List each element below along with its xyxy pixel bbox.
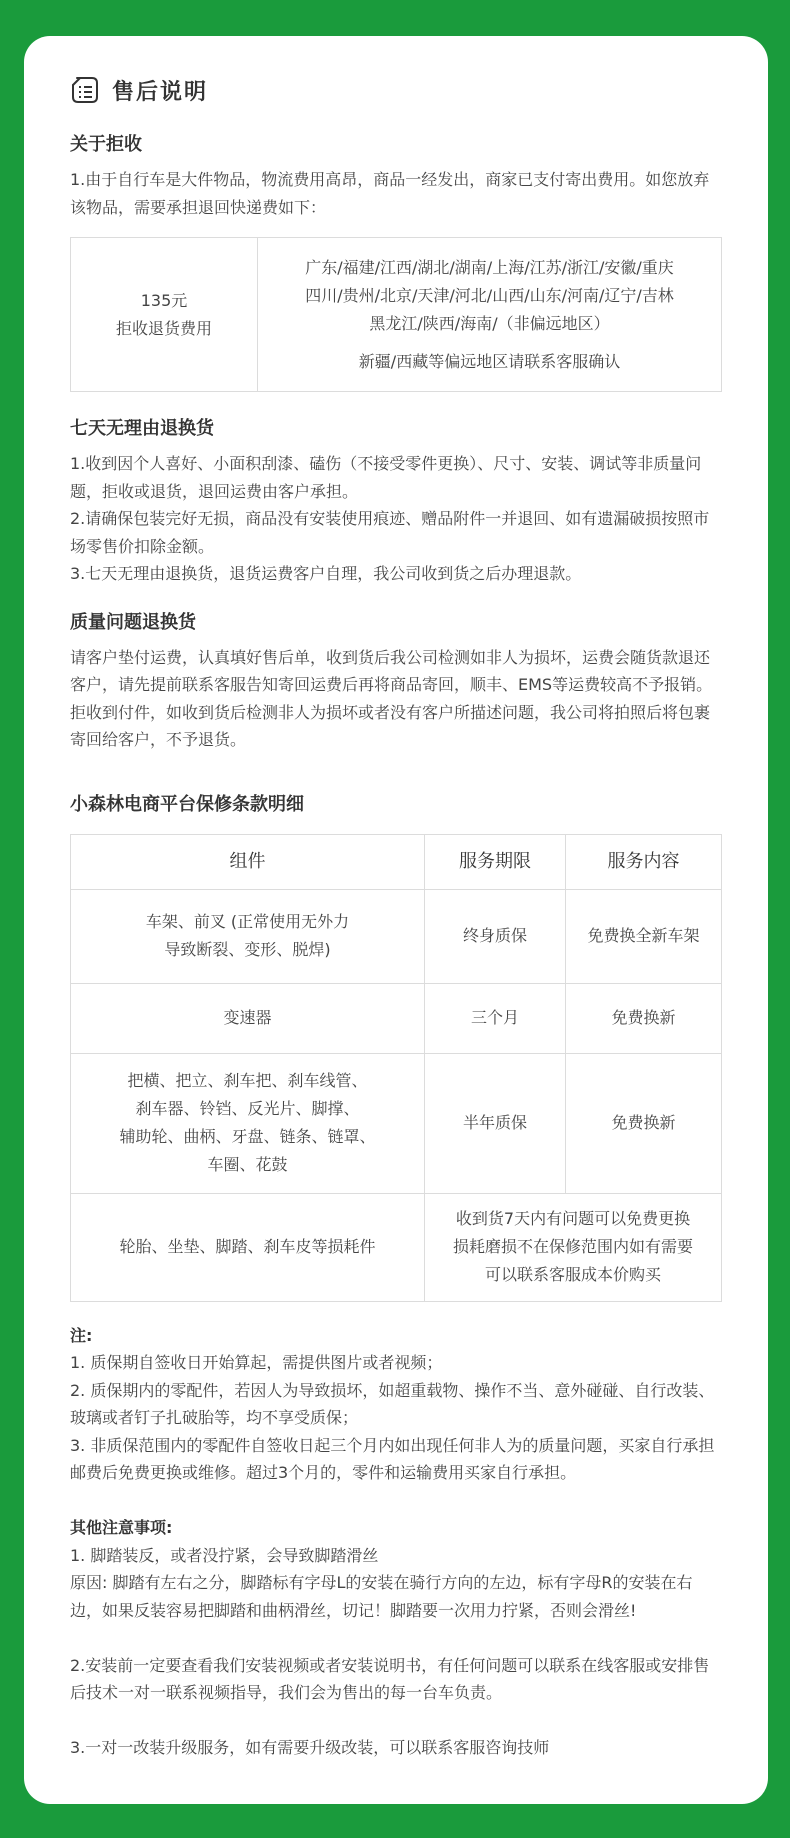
warranty-section [70,790,724,1302]
rejection-section [70,130,724,392]
table-row [71,1193,722,1301]
component-line: 车架、前叉 (正常使用无外力 [145,912,350,931]
after-sales-card [24,36,768,1804]
period-cell: 三个月 [425,983,566,1053]
service-cell: 免费换新 [566,1053,722,1193]
fee-label: 拒收退货费用 [115,318,212,338]
seven-day-section [70,414,724,588]
warranty-header-row [71,834,722,889]
warranty-table [70,834,722,1302]
region-line: 广东/福建/江西/湖北/湖南/上海/江苏/浙江/安徽/重庆 [305,257,674,277]
header-service: 服务内容 [566,834,722,889]
rejection-fee-table [70,237,722,392]
notes-label: 注: [70,1325,93,1345]
remote-note: 新疆/西藏等偏远地区请联系客服确认 [358,351,621,371]
title-row [70,72,724,108]
fee-amount: 135元 [140,290,188,310]
component-line: 导致断裂、变形、脱焊) [164,940,331,959]
table-row [71,983,722,1053]
note-item: 2. 质保期内的零配件，若因人为导致损坏，如超重载物、操作不当、意外碰碰、自行改装、玻璃或者钉子扎破胎等，均不享受质保； [70,1380,715,1427]
service-line: 可以联系客服成本价购买 [484,1265,661,1284]
component-line: 把横、把立、刹车把、刹车线管、 [127,1071,368,1090]
merged-service-cell [425,1193,722,1301]
header-period: 服务期限 [425,834,566,889]
seven-day-item: 1.收到因个人喜好、小面积刮漆、磕伤（不接受零件更换）、尺寸、安装、调试等非质量问题，拒收或退货，退回运费由客户承担。 [70,454,702,501]
region-line: 四川/贵州/北京/天津/河北/山西/山东/河南/辽宁/吉林 [305,285,674,305]
rejection-heading: 关于拒收 [70,134,142,155]
component-line: 辅助轮、曲柄、牙盘、链条、链罩、 [119,1127,376,1146]
table-row [71,1053,722,1193]
rejection-text: 1.由于自行车是大件物品，物流费用高昂，商品一经发出，商家已支付寄出费用。如您放弃该物品，需要承担退回快递费如下： [70,170,710,217]
service-line: 损耗磨损不在保修范围内如有需要 [452,1237,693,1256]
table-row [71,889,722,983]
component-line: 刹车器、铃铛、反光片、脚撑、 [135,1099,360,1118]
document-list-icon [70,75,100,105]
other-item: 2.安装前一定要查看我们安装视频或者安装说明书，有任何问题可以联系在线客服或安排售后技术一对一联系视频指导，我们会为售出的每一台车负责。 [70,1655,710,1702]
quality-section [70,608,724,754]
regions-cell [258,238,722,392]
seven-day-heading: 七天无理由退换货 [70,418,214,439]
service-cell: 免费换全新车架 [566,889,722,983]
service-cell: 免费换新 [566,983,722,1053]
component-cell [71,889,425,983]
seven-day-item: 3.七天无理由退换货，退货运费客户自理，我公司收到货之后办理退款。 [70,564,582,583]
fee-cell [71,238,258,392]
period-cell: 半年质保 [425,1053,566,1193]
component-cell [71,1053,425,1193]
period-cell: 终身质保 [425,889,566,983]
other-item: 原因: 脚踏有左右之分，脚踏标有字母L的安装在骑行方向的左边，标有字母R的安装在右边，如果反装容易把脚踏和曲柄滑丝，切记！脚踏要一次用力拧紧，否则会滑丝! [70,1573,693,1620]
quality-heading: 质量问题退换货 [70,611,196,633]
service-line: 收到货7天内有问题可以免费更换 [455,1209,691,1228]
other-label: 其他注意事项: [70,1518,173,1537]
page-title: 售后说明 [112,79,209,105]
note-item: 3. 非质保范围内的零配件自签收日起三个月内如出现任何非人为的质量问题，买家自行承担邮费后免费更换或维修。超过3个月的，零件和运输费用买家自行承担。 [70,1435,715,1482]
component-line: 车圈、花鼓 [207,1155,288,1174]
other-item: 1. 脚踏装反，或者没拧紧，会导致脚踏滑丝 [70,1545,379,1565]
header-component: 组件 [71,834,425,889]
seven-day-item: 2.请确保包装完好无损，商品没有安装使用痕迹、赠品附件一并退回、如有遗漏破损按照市场零售价扣除金额。 [70,509,710,556]
other-item: 3.一对一改装升级服务，如有需要升级改装，可以联系客服咨询技师 [70,1738,550,1757]
component-cell: 变速器 [71,983,425,1053]
region-line: 黑龙江/陕西/海南/（非偏远地区） [369,313,610,333]
quality-text: 请客户垫付运费，认真填好售后单，收到货后我公司检测如非人为损坏，运费会随货款退还客户，请先提前联系客服告知寄回运费后再将商品寄回，顺丰、EMS等运费较高不予报销。拒收到付件，如收到货后检测非人为损坏或者没有客户所描述问题，我公司将拍照后将包裹寄回给客户，不予退货。 [70,647,713,749]
notes-section [70,1322,724,1762]
component-cell: 轮胎、坐垫、脚踏、刹车皮等损耗件 [71,1193,425,1301]
note-item: 1. 质保期自签收日开始算起，需提供图片或者视频； [70,1353,443,1372]
warranty-heading: 小森林电商平台保修条款明细 [70,793,304,815]
